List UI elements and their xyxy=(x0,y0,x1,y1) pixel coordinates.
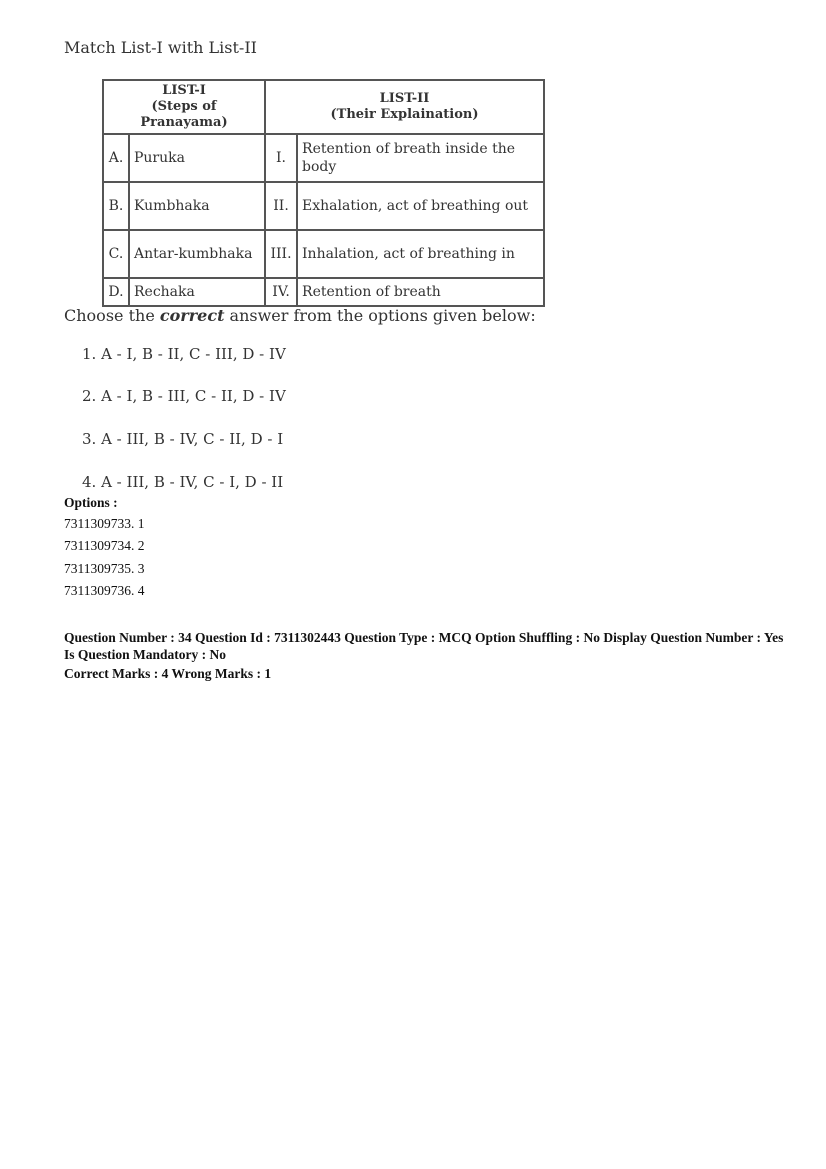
table-row xyxy=(103,230,544,278)
list1-value: Puruka xyxy=(129,134,265,182)
table-header-row xyxy=(103,80,544,134)
question-title: Match List-I with List-II xyxy=(64,38,257,57)
list2-key: IV. xyxy=(265,278,297,306)
list1-value: Rechaka xyxy=(129,278,265,306)
table-row xyxy=(103,134,544,182)
choose-instruction: Choose the correct answer from the options given below: xyxy=(64,306,536,325)
list2-value: Retention of breath inside the body xyxy=(297,134,544,182)
option-id-1: 7311309733. 1 xyxy=(64,516,145,531)
table-row xyxy=(103,182,544,230)
table-row xyxy=(103,278,544,306)
list2-value: Inhalation, act of breathing in xyxy=(297,230,544,278)
list1-value: Kumbhaka xyxy=(129,182,265,230)
list2-key: II. xyxy=(265,182,297,230)
list1-value: Antar-kumbhaka xyxy=(129,230,265,278)
match-table xyxy=(102,79,545,307)
list2-header: LIST-II (Their Explaination) xyxy=(265,80,544,134)
list2-key: I. xyxy=(265,134,297,182)
option-id-3: 7311309735. 3 xyxy=(64,561,145,576)
list1-key: D. xyxy=(103,278,129,306)
answer-choice-4: 4. A - III, B - IV, C - I, D - II xyxy=(82,473,284,491)
answer-choice-2: 2. A - I, B - III, C - II, D - IV xyxy=(82,387,286,405)
answer-choice-1: 1. A - I, B - II, C - III, D - IV xyxy=(82,345,286,363)
list2-value: Exhalation, act of breathing out xyxy=(297,182,544,230)
marks-info: Correct Marks : 4 Wrong Marks : 1 xyxy=(64,666,272,681)
option-id-4: 7311309736. 4 xyxy=(64,583,145,598)
list2-value: Retention of breath xyxy=(297,278,544,306)
list1-key: C. xyxy=(103,230,129,278)
list1-key: B. xyxy=(103,182,129,230)
option-id-2: 7311309734. 2 xyxy=(64,538,145,553)
list1-header: LIST-I (Steps of Pranayama) xyxy=(103,80,265,134)
question-metadata: Question Number : 34 Question Id : 7311302443 Question Type : MCQ Option Shuffling : No Display Question Number : Yes Is Question Mandatory : No xyxy=(64,630,784,662)
list1-key: A. xyxy=(103,134,129,182)
options-label: Options : xyxy=(64,495,118,510)
list2-key: III. xyxy=(265,230,297,278)
answer-choice-3: 3. A - III, B - IV, C - II, D - I xyxy=(82,430,284,448)
